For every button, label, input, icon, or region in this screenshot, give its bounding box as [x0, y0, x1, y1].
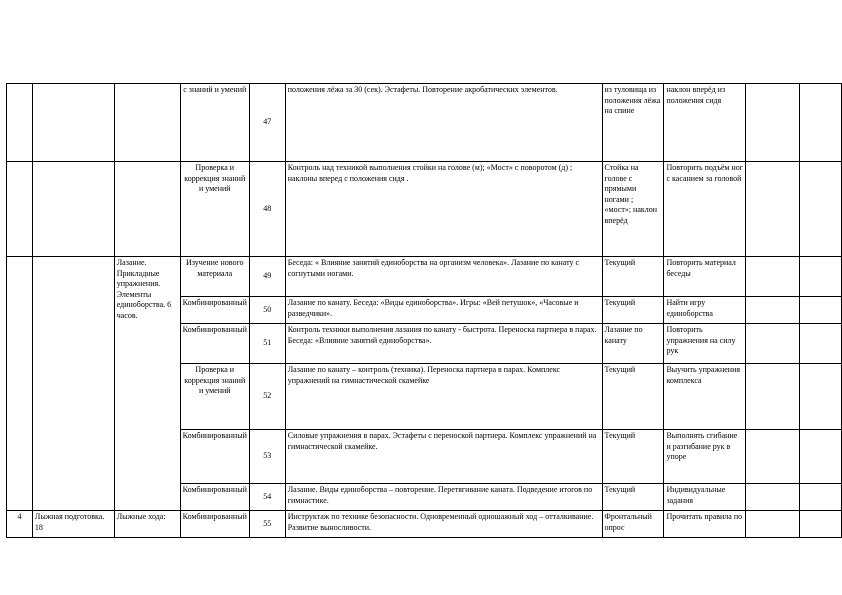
lesson-content-cell: Лазание по канату – контроль (техника). Переноска партнера в парах. Комплекс упражнений на гимнастической скамейке	[285, 364, 602, 430]
section-cell	[32, 84, 114, 162]
lesson-content-cell: Лазание. Виды единоборства – повторение. Перетягивание каната. Подведение итогов по гимнастике.	[285, 484, 602, 511]
lesson-type-cell: Комбинированный	[180, 430, 249, 484]
topic-cell	[114, 162, 180, 257]
topic-cell: Лазание. Прикладные упражнения. Элементы единоборства. 6 часов.	[114, 257, 180, 511]
homework-cell: Повторить упражнения на силу рук	[664, 324, 746, 364]
actual-date-cell	[800, 511, 842, 538]
index-cell: 4	[7, 511, 33, 538]
lesson-number-cell: 55	[249, 511, 285, 538]
planned-date-cell	[746, 84, 800, 162]
homework-cell: Прочитать правила по	[664, 511, 746, 538]
actual-date-cell	[800, 297, 842, 324]
lesson-number-cell: 49	[249, 257, 285, 297]
lesson-type-cell: Проверка и коррекция знаний и умений	[180, 162, 249, 257]
actual-date-cell	[800, 430, 842, 484]
lesson-content-cell: Контроль над техникой выполнения стойки на голове (м); «Мост» с поворотом (д) ; наклоны вперед с положения сидя .	[285, 162, 602, 257]
lesson-plan-table	[6, 83, 842, 538]
planned-date-cell	[746, 484, 800, 511]
lesson-type-cell: Комбинированный	[180, 324, 249, 364]
planned-date-cell	[746, 364, 800, 430]
actual-date-cell	[800, 257, 842, 297]
section-cell	[32, 257, 114, 511]
planned-date-cell	[746, 162, 800, 257]
lesson-type-cell: Комбинированный	[180, 511, 249, 538]
homework-cell: Повторить подъём ног с касанием за головой	[664, 162, 746, 257]
lesson-number-cell: 47	[249, 84, 285, 162]
control-type-cell: Лазание по канату	[602, 324, 664, 364]
index-cell	[7, 162, 33, 257]
homework-cell: Выучить упражнения комплекса	[664, 364, 746, 430]
control-type-cell: Текущий	[602, 430, 664, 484]
control-type-cell: Фронтальный опрос	[602, 511, 664, 538]
control-type-cell: Текущий	[602, 364, 664, 430]
lesson-content-cell: Контроль техники выполнения лазания по канату - быстрота. Переноска партнера в парах. Беседа: «Влияние занятий единоборства».	[285, 324, 602, 364]
table-row	[7, 257, 842, 297]
homework-cell: Повторить материал беседы	[664, 257, 746, 297]
section-cell	[32, 162, 114, 257]
actual-date-cell	[800, 84, 842, 162]
planned-date-cell	[746, 430, 800, 484]
homework-cell: наклон вперёд из положения сидя	[664, 84, 746, 162]
topic-cell: Лыжные хода:	[114, 511, 180, 538]
lesson-type-cell: Комбинированный	[180, 297, 249, 324]
homework-cell: Найти игру единоборства	[664, 297, 746, 324]
lesson-content-cell: положения лёжа за 30 (сек). Эстафеты. Повторение акробатических элементов.	[285, 84, 602, 162]
lesson-type-cell: Проверка и коррекция знаний и умений	[180, 364, 249, 430]
control-type-cell: Текущий	[602, 484, 664, 511]
lesson-type-cell: Комбинированный	[180, 484, 249, 511]
table-row	[7, 84, 842, 162]
control-type-cell: Текущий	[602, 297, 664, 324]
homework-cell: Выполнять сгибание и разгибание рук в упоре	[664, 430, 746, 484]
lesson-number-cell: 51	[249, 324, 285, 364]
index-cell	[7, 257, 33, 511]
control-type-cell: из туловища из положения лёжа на спине	[602, 84, 664, 162]
lesson-number-cell: 52	[249, 364, 285, 430]
lesson-type-cell: Изучение нового материала	[180, 257, 249, 297]
lesson-content-cell: Инструктаж по технике безопасности. Одновременный одношажный ход – отталкивание. Развитие выносливости.	[285, 511, 602, 538]
planned-date-cell	[746, 511, 800, 538]
index-cell	[7, 84, 33, 162]
planned-date-cell	[746, 324, 800, 364]
actual-date-cell	[800, 364, 842, 430]
lesson-number-cell: 54	[249, 484, 285, 511]
section-cell: Лыжная подготовка. 18	[32, 511, 114, 538]
table-row	[7, 162, 842, 257]
lesson-number-cell: 53	[249, 430, 285, 484]
table-row	[7, 511, 842, 538]
control-type-cell: Текущий	[602, 257, 664, 297]
planned-date-cell	[746, 297, 800, 324]
planned-date-cell	[746, 257, 800, 297]
lesson-number-cell: 50	[249, 297, 285, 324]
lesson-content-cell: Лазание по канату. Беседа: «Виды единоборства». Игры: «Вей петушок», «Часовые и разведчики».	[285, 297, 602, 324]
actual-date-cell	[800, 162, 842, 257]
homework-cell: Индивидуальные задания	[664, 484, 746, 511]
lesson-type-cell: с знаний и умений	[180, 84, 249, 162]
actual-date-cell	[800, 324, 842, 364]
control-type-cell: Стойка на голове с прямыми ногами ; «мост»; наклон вперёд	[602, 162, 664, 257]
lesson-content-cell: Беседа: « Влияние занятий единоборства на организм человека». Лазание по канату с согнутыми ногами.	[285, 257, 602, 297]
topic-cell	[114, 84, 180, 162]
lesson-content-cell: Силовые упражнения в парах. Эстафеты с переноской партнера. Комплекс упражнений на гимнастической скамейке.	[285, 430, 602, 484]
lesson-number-cell: 48	[249, 162, 285, 257]
actual-date-cell	[800, 484, 842, 511]
